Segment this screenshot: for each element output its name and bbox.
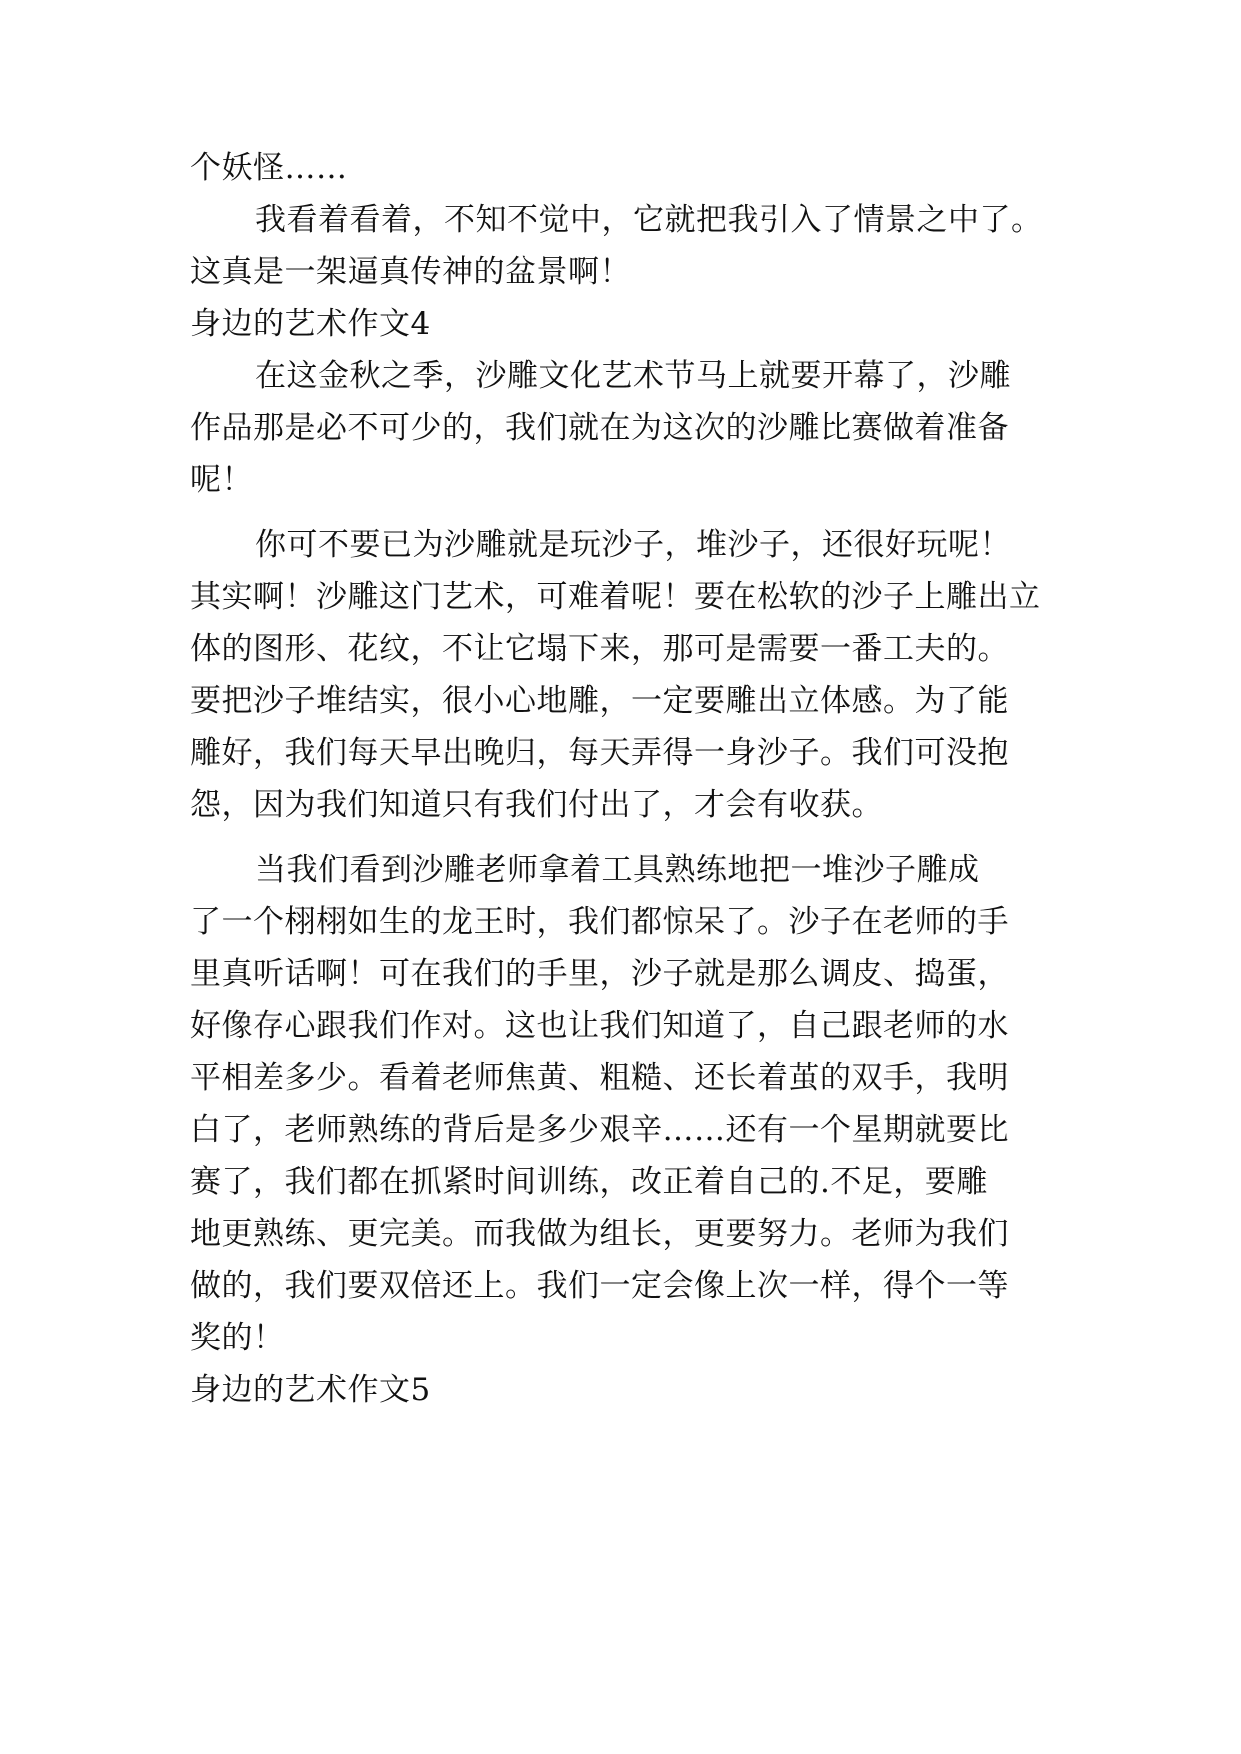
text-line: 好像存心跟我们作对。这也让我们知道了，自己跟老师的水 <box>190 1008 1009 1044</box>
text-line: 你可不要已为沙雕就是玩沙子，堆沙子，还很好玩呢！ <box>255 527 1011 563</box>
text-line: 个妖怪…… <box>190 150 348 186</box>
text-line: 地更熟练、更完美。而我做为组长，更要努力。老师为我们 <box>190 1216 1009 1252</box>
text-line: 这真是一架逼真传神的盆景啊！ <box>190 254 631 290</box>
text-line: 奖的！ <box>190 1320 285 1356</box>
text-line: 平相差多少。看着老师焦黄、粗糙、还长着茧的双手，我明 <box>190 1060 1009 1096</box>
text-line: 在这金秋之季，沙雕文化艺术节马上就要开幕了，沙雕 <box>255 358 1011 394</box>
text-line: 雕好，我们每天早出晚归，每天弄得一身沙子。我们可没抱 <box>190 735 1009 771</box>
text-line: 了一个栩栩如生的龙王时，我们都惊呆了。沙子在老师的手 <box>190 904 1009 940</box>
text-line: 作品那是必不可少的，我们就在为这次的沙雕比赛做着准备 <box>190 410 1009 446</box>
text-line: 体的图形、花纹，不让它塌下来，那可是需要一番工夫的。 <box>190 631 1009 667</box>
text-line: 呢！ <box>190 462 253 498</box>
text-line: 我看着看着，不知不觉中，它就把我引入了情景之中了。 <box>255 202 1043 238</box>
text-line: 白了，老师熟练的背后是多少艰辛……还有一个星期就要比 <box>190 1112 1009 1148</box>
text-line: 做的，我们要双倍还上。我们一定会像上次一样，得个一等 <box>190 1268 1009 1304</box>
text-line: 当我们看到沙雕老师拿着工具熟练地把一堆沙子雕成 <box>255 852 980 888</box>
text-line: 其实啊！沙雕这门艺术，可难着呢！要在松软的沙子上雕出立 <box>190 579 1041 615</box>
text-line: 赛了，我们都在抓紧时间训练，改正着自己的.不足，要雕 <box>190 1164 988 1200</box>
text-line: 要把沙子堆结实，很小心地雕，一定要雕出立体感。为了能 <box>190 683 1009 719</box>
text-line: 里真听话啊！可在我们的手里，沙子就是那么调皮、捣蛋， <box>190 956 1009 992</box>
text-line: 怨，因为我们知道只有我们付出了，才会有收获。 <box>190 787 883 823</box>
section-heading: 身边的艺术作文5 <box>190 1372 431 1408</box>
section-heading: 身边的艺术作文4 <box>190 306 431 342</box>
